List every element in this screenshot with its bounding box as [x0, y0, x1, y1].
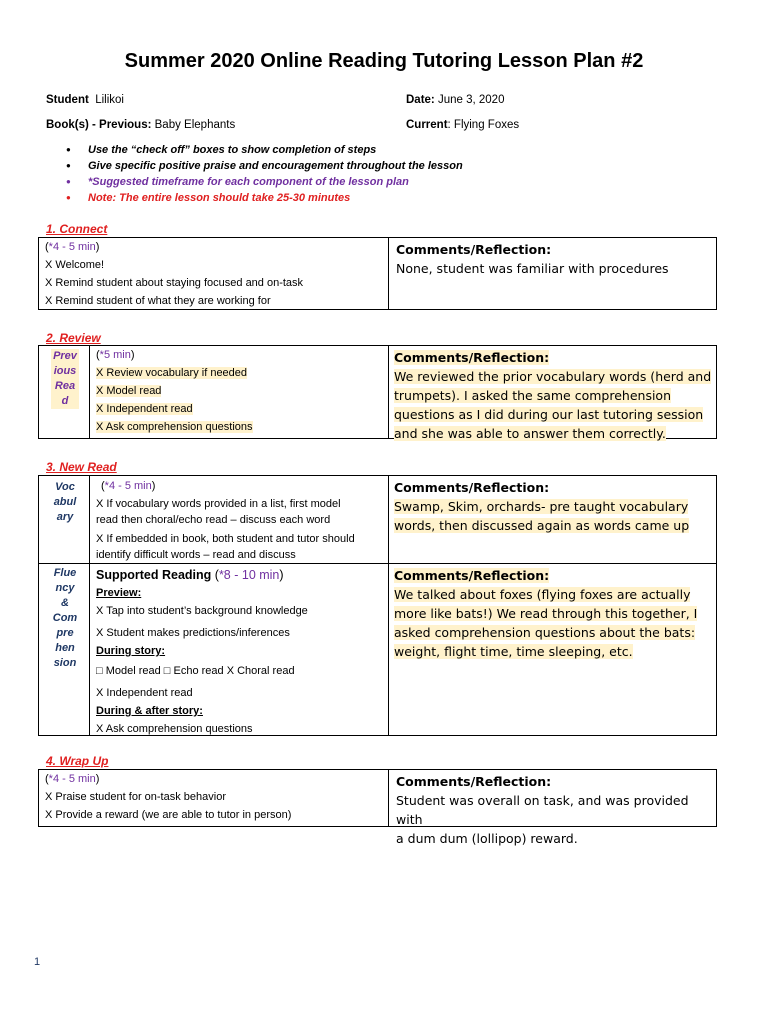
instruction-item: ● Give specific positive praise and encouragement throughout the lesson	[62, 158, 463, 174]
reading-mode-options: □ Model read □ Echo read X Choral read	[96, 665, 295, 677]
student-label: Student	[46, 94, 89, 106]
fluency-steps: Supported Reading (*8 - 10 min) Preview: X Tap into student’s background knowledge X Student makes predictions/inferences During story: □ Model read □ Echo read X Choral read X Independent read During & after story: X Ask comprehension questions	[96, 566, 308, 738]
vocab-step: X If embedded in book, both student and tutor should	[96, 533, 355, 545]
after-step: X Ask comprehension questions	[96, 723, 253, 735]
connect-step: X Welcome!	[45, 259, 105, 271]
vocab-time: *4 - 5 min	[104, 480, 152, 492]
connect-table	[38, 237, 717, 310]
review-step: X Review vocabulary if needed	[96, 367, 248, 379]
books-label: Book(s) - Previous:	[46, 119, 152, 131]
preview-label: Preview:	[96, 587, 142, 599]
connect-comment: Comments/Reflection: None, student was familiar with procedures	[396, 242, 669, 276]
vocab-steps: (*4 - 5 min) X If vocabulary words provided in a list, first model read then choral/echo read – discuss each word X If embedded in book, both student and tutor should identify difficult words – read and discuss	[96, 480, 355, 561]
current-value: : Flying Foxes	[447, 119, 520, 131]
review-step: X Independent read	[96, 403, 193, 415]
preview-step: X Tap into student’s background knowledge	[96, 605, 308, 617]
books-previous: Baby Elephants	[154, 119, 236, 131]
during-label: During story:	[96, 645, 166, 657]
during-step: X Independent read	[96, 687, 193, 699]
section-review-heading: 2. Review	[46, 331, 101, 345]
review-comment: Comments/Reflection: We reviewed the prior vocabulary words (herd and trumpets). I asked the same comprehension questions as I did during our last tutoring session and she was able to answer them correctly.	[394, 350, 712, 441]
instruction-item: ● Use the “check off” boxes to show completion of steps	[62, 142, 463, 158]
fluency-side-label: Flue ncy & Com pre hen sion	[52, 567, 78, 669]
section-wrapup-heading: 4. Wrap Up	[46, 754, 109, 768]
review-step: X Model read	[96, 385, 162, 397]
wrapup-step: X Praise student for on-task behavior	[45, 791, 226, 803]
instruction-item: ● Note: The entire lesson should take 25-30 minutes	[62, 190, 463, 206]
wrapup-table	[38, 769, 717, 846]
review-table	[38, 345, 717, 439]
review-time: *5 min	[99, 349, 131, 361]
connect-time: *4 - 5 min	[48, 241, 96, 253]
current-label: Current	[406, 119, 448, 131]
vocab-step: X If vocabulary words provided in a list, first model	[96, 498, 341, 510]
section-connect-heading: 1. Connect	[46, 222, 108, 236]
page-number: 1	[34, 956, 41, 968]
supported-reading-heading: Supported Reading	[96, 568, 212, 582]
connect-steps: (*4 - 5 min) X Welcome! X Remind student about staying focused and on-task X Remind student of what they are working for	[45, 238, 303, 310]
wrapup-time: *4 - 5 min	[48, 773, 96, 785]
vocab-comment: Comments/Reflection: Swamp, Skim, orchards- pre taught vocabulary words, then discussed again as words came up	[394, 480, 690, 533]
newread-table	[38, 475, 717, 736]
wrapup-step: X Provide a reward (we are able to tutor in person)	[45, 809, 292, 821]
instructions-list	[62, 142, 463, 206]
review-side-label: Prev ious Rea d	[51, 349, 79, 409]
preview-step: X Student makes predictions/inferences	[96, 627, 290, 639]
connect-step: X Remind student of what they are working for	[45, 295, 271, 307]
books-row	[46, 119, 235, 131]
student-row	[46, 94, 124, 106]
date-label: Date:	[406, 94, 435, 106]
wrapup-comment: Comments/Reflection: Student was overall on task, and was provided with a dum dum (lollipop) reward.	[396, 774, 689, 846]
connect-step: X Remind student about staying focused and on-task	[45, 277, 304, 289]
student-name: Lilikoi	[95, 94, 124, 106]
fluency-time: *8 - 10 min	[218, 568, 280, 582]
wrapup-steps: (*4 - 5 min) X Praise student for on-task behavior X Provide a reward (we are able to tutor in person)	[45, 770, 291, 824]
date-row	[406, 94, 504, 106]
review-step: X Ask comprehension questions	[96, 421, 253, 433]
page-title: Summer 2020 Online Reading Tutoring Lesson Plan #2	[124, 50, 644, 72]
section-newread-heading: 3. New Read	[46, 460, 117, 474]
instruction-item: ● *Suggested timeframe for each component of the lesson plan	[62, 174, 463, 190]
date-value: June 3, 2020	[437, 94, 505, 106]
after-label: During & after story:	[96, 705, 203, 717]
current-row	[406, 119, 519, 131]
vocab-side-label: Voc abul ary	[53, 481, 77, 523]
review-steps: (*5 min) X Review vocabulary if needed X Model read X Independent read X Ask comprehension questions	[96, 349, 253, 433]
fluency-comment: Comments/Reflection: We talked about foxes (flying foxes are actually more like bats!) We read through this together, I asked comprehension questions about the bats: weight, flight time, time sleeping, etc.	[394, 568, 698, 659]
